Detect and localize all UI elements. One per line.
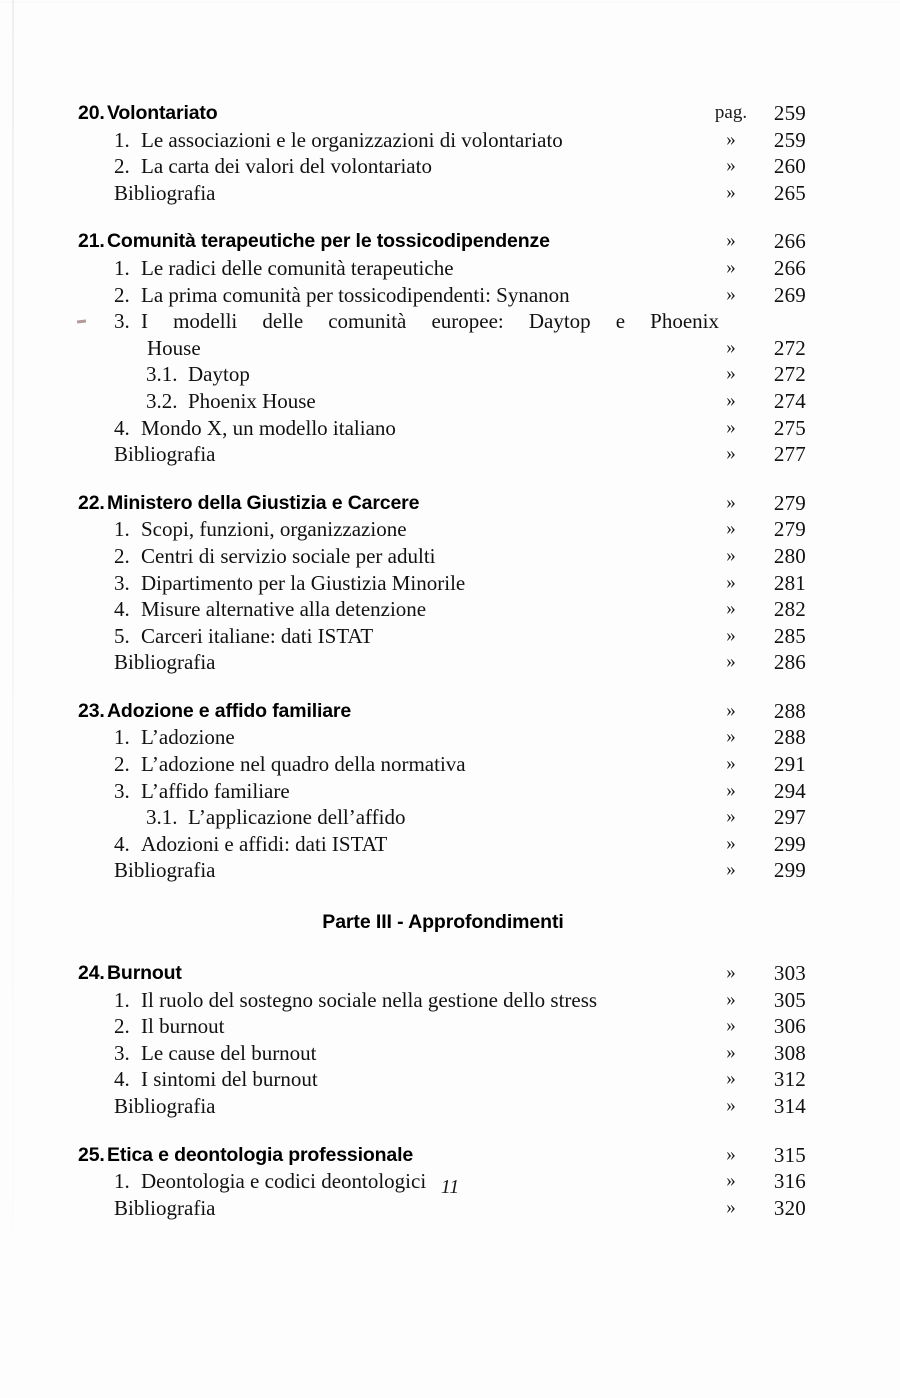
toc-subentry[interactable]: [78, 388, 808, 415]
page-number: 294: [773, 778, 806, 803]
toc-entry-wrapped[interactable]: [78, 308, 808, 361]
page-number: 286: [773, 650, 806, 675]
entry-label: [114, 127, 563, 154]
ditto-marker: »: [726, 256, 736, 278]
ditto-marker: »: [726, 155, 736, 177]
entry-label-text: Bibliografia: [114, 858, 216, 883]
entry-number: 3.: [114, 570, 130, 595]
ditto-marker: »: [726, 1095, 736, 1116]
entry-number: 1.: [114, 127, 130, 152]
page-number: 279: [773, 490, 806, 515]
page-folio: 11: [440, 1176, 460, 1198]
page-number: 297: [773, 805, 806, 830]
toc-entry[interactable]: [78, 1013, 808, 1040]
ditto-marker: »: [726, 1170, 736, 1192]
entry-number: 3.1.: [146, 362, 178, 387]
chapter-title-text: Adozione e affido familiare: [107, 699, 352, 722]
ditto-marker: »: [726, 598, 736, 620]
entry-label: [114, 282, 570, 309]
entry-label-text: Mondo X, un modello italiano: [141, 415, 396, 440]
page-number: 314: [773, 1094, 806, 1118]
ditto-marker: »: [726, 1143, 736, 1165]
toc-entry[interactable]: [78, 415, 808, 442]
toc-chapter-entry[interactable]: [78, 490, 808, 517]
entry-label: [114, 516, 407, 543]
toc-chapter-entry[interactable]: [78, 100, 808, 127]
page-number: 303: [773, 961, 806, 986]
chapter-title: [78, 490, 419, 517]
entry-label-text: Dipartimento per la Giustizia Minorile: [141, 570, 466, 595]
entry-number: 2.: [114, 1014, 130, 1039]
page-number: 275: [773, 415, 806, 440]
entry-label: [114, 570, 465, 597]
ditto-marker: »: [726, 988, 736, 1010]
entry-number: 2.: [114, 752, 130, 777]
entry-label-line-1: I modelli delle comunità europee: Daytop e Phoenix: [141, 309, 719, 334]
entry-label-text: L’adozione: [141, 725, 235, 750]
entry-label-text: Scopi, funzioni, organizzazione: [141, 517, 407, 542]
page-number: 279: [773, 517, 806, 542]
ditto-marker: »: [726, 571, 736, 593]
entry-number: 3.1.: [146, 805, 178, 830]
chapter-title: [78, 100, 218, 127]
ditto-marker: »: [726, 651, 736, 673]
page-number: 316: [773, 1169, 806, 1194]
entry-label: [114, 987, 597, 1014]
page-number: 320: [773, 1195, 806, 1220]
toc-entry[interactable]: [78, 623, 808, 650]
page-number: 259: [773, 101, 806, 125]
chapter-title-text: Volontariato: [107, 102, 218, 124]
entry-label-text: Bibliografia: [114, 650, 216, 675]
toc-bibliography-entry[interactable]: [78, 649, 808, 676]
entry-label: [114, 623, 373, 650]
toc-entry[interactable]: [78, 596, 808, 623]
page-number: 315: [773, 1142, 806, 1167]
ditto-marker: »: [726, 624, 736, 646]
entry-number: 3.: [114, 1040, 130, 1065]
toc-chapter-block: [78, 698, 808, 884]
chapter-number: 20.: [78, 102, 105, 124]
toc-entry[interactable]: [78, 724, 808, 751]
entry-number: 1.: [114, 1169, 130, 1194]
entry-label-text: Il burnout: [141, 1014, 225, 1039]
entry-label-text: L’adozione nel quadro della normativa: [141, 752, 466, 777]
toc-entry[interactable]: [78, 831, 808, 858]
ditto-marker: »: [726, 230, 736, 252]
entry-label: [114, 778, 290, 805]
entry-label-text: Phoenix House: [188, 388, 316, 413]
entry-label: [114, 181, 215, 205]
chapter-number: 22.: [78, 491, 105, 514]
entry-number: 1.: [114, 725, 130, 750]
ditto-marker: »: [726, 416, 736, 438]
ditto-marker: »: [726, 1068, 736, 1090]
toc-chapter-entry[interactable]: [78, 698, 808, 725]
toc-chapter-block: [78, 228, 808, 467]
entry-number: 4.: [114, 831, 130, 856]
entry-label: [114, 153, 432, 180]
ditto-marker: »: [726, 832, 736, 854]
entry-number: 1.: [114, 255, 130, 280]
entry-label-text: Il ruolo del sostegno sociale nella gestione dello stress: [141, 987, 598, 1012]
toc-entry[interactable]: [78, 1040, 808, 1067]
ditto-marker: »: [726, 518, 736, 540]
toc-entry[interactable]: [78, 751, 808, 778]
ditto-marker: »: [726, 128, 736, 150]
page-number: 266: [773, 229, 806, 254]
page-number: 259: [773, 127, 806, 152]
part-heading: Parte III - Approfondimenti: [322, 911, 564, 934]
page-number: 291: [773, 752, 806, 777]
page-number: 308: [773, 1040, 806, 1065]
page-number: 306: [773, 1014, 806, 1039]
toc-bibliography-entry[interactable]: [78, 441, 808, 468]
chapter-title-text: Ministero della Giustizia e Carcere: [107, 491, 420, 514]
toc-entry[interactable]: [78, 570, 808, 597]
page-number: 265: [773, 180, 806, 205]
toc-bibliography-entry[interactable]: [78, 180, 808, 207]
page-number: 277: [773, 442, 806, 467]
page-number: 299: [773, 858, 806, 883]
entry-label-text: Adozioni e affidi: dati ISTAT: [141, 831, 388, 856]
toc-chapter-entry[interactable]: [78, 1142, 808, 1169]
entry-number: 4.: [114, 415, 130, 440]
entry-label-text: L’applicazione dell’affido: [188, 805, 406, 830]
page-number: 281: [773, 570, 806, 595]
entry-number: 4.: [114, 1067, 130, 1092]
entry-label-text: Daytop: [188, 362, 250, 387]
ditto-marker: »: [726, 544, 736, 566]
toc-chapter-entry[interactable]: [78, 228, 808, 255]
chapter-number: 24.: [78, 962, 105, 985]
entry-label: [146, 361, 250, 388]
page-number: 312: [773, 1067, 806, 1092]
toc-subentry[interactable]: [78, 361, 808, 388]
chapter-title-text: Etica e deontologia professionale: [107, 1143, 414, 1166]
page-number: 266: [773, 255, 806, 280]
entry-label: [114, 650, 215, 674]
page-number: 260: [773, 154, 806, 179]
toc-entry[interactable]: [78, 778, 808, 805]
entry-label: [114, 1066, 318, 1093]
entry-label: [114, 596, 426, 623]
ditto-marker: »: [726, 859, 736, 881]
page-number: 272: [773, 335, 806, 360]
entry-number: 3.: [114, 309, 130, 334]
ditto-marker: »: [726, 389, 736, 411]
entry-label: [114, 543, 436, 570]
entry-number: 3.: [114, 778, 130, 803]
entry-number: 1.: [114, 987, 130, 1012]
entry-label: [114, 442, 215, 466]
ditto-marker: »: [726, 336, 736, 358]
chapter-title: [78, 228, 550, 255]
entry-label: [114, 724, 235, 751]
entry-number: 1.: [114, 517, 130, 542]
chapter-number: 23.: [78, 699, 105, 722]
entry-number: 5.: [114, 623, 130, 648]
entry-label-text: L’affido familiare: [141, 778, 290, 803]
entry-label: [114, 1013, 224, 1040]
toc-entry[interactable]: [78, 255, 808, 282]
entry-label-text: Le radici delle comunità terapeutiche: [141, 255, 454, 280]
entry-label-text: I sintomi del burnout: [141, 1067, 318, 1092]
ditto-marker: »: [726, 283, 736, 305]
toc-subentry[interactable]: [78, 804, 808, 831]
entry-label-text: Le cause del burnout: [141, 1040, 317, 1065]
toc-bibliography-entry[interactable]: [78, 1093, 808, 1120]
toc-bibliography-entry[interactable]: [78, 857, 808, 884]
page-number: 305: [773, 987, 806, 1012]
entry-label-line-2: House: [147, 335, 201, 360]
toc-chapter-entry[interactable]: [78, 960, 808, 987]
entry-label-text: Le associazioni e le organizzazioni di volontariato: [141, 127, 563, 152]
scan-edge-artifact-top: [0, 2, 900, 3]
page-number: 280: [773, 543, 806, 568]
entry-label-text: La prima comunità per tossicodipendenti: Synanon: [141, 282, 570, 307]
page-number: 274: [773, 388, 806, 413]
toc-chapter-block: [78, 960, 808, 1120]
chapter-title: [78, 1142, 413, 1169]
toc-entry[interactable]: [78, 1066, 808, 1093]
entry-number: 2.: [114, 154, 130, 179]
ditto-marker: »: [726, 491, 736, 513]
page-number: 288: [773, 725, 806, 750]
toc-entry[interactable]: [78, 543, 808, 570]
chapter-number: 25.: [78, 1143, 105, 1166]
ditto-marker: »: [726, 1015, 736, 1037]
entry-line-1: [78, 308, 808, 335]
ditto-marker: »: [726, 443, 736, 465]
entry-label-text: La carta dei valori del volontariato: [141, 154, 432, 179]
page-number: 269: [773, 282, 806, 307]
ditto-marker: »: [726, 726, 736, 748]
entry-label: [114, 255, 454, 282]
entry-label: [114, 831, 387, 858]
toc-chapter-block: [78, 100, 808, 206]
toc-entry[interactable]: [78, 987, 808, 1014]
toc-entry[interactable]: [78, 153, 808, 180]
toc-entry[interactable]: [78, 282, 808, 309]
chapter-title-text: Comunità terapeutiche per le tossicodipendenze: [107, 230, 550, 253]
page-number: 272: [773, 362, 806, 387]
entry-label-text: Bibliografia: [114, 180, 216, 205]
ditto-marker: »: [726, 806, 736, 828]
entry-label: [114, 1094, 215, 1118]
ditto-marker: pag.: [714, 102, 748, 123]
entry-number: 4.: [114, 597, 130, 622]
entry-label: [114, 1040, 317, 1067]
entry-label: [146, 804, 406, 831]
entry-label: [114, 858, 215, 882]
ditto-marker: »: [726, 779, 736, 801]
page-number: 288: [773, 698, 806, 723]
entry-label-text: Bibliografia: [114, 442, 216, 467]
chapter-number: 21.: [78, 230, 105, 253]
entry-label-text: Centri di servizio sociale per adulti: [141, 543, 436, 568]
entry-number: 2.: [114, 543, 130, 568]
entry-label-text: Misure alternative alla detenzione: [141, 597, 427, 622]
table-of-contents: [78, 100, 808, 1243]
entry-label: [114, 751, 466, 778]
entry-number: 3.2.: [146, 388, 178, 413]
entry-label-text: Bibliografia: [114, 1094, 216, 1118]
entry-label: [114, 1196, 215, 1220]
ditto-marker: »: [726, 181, 736, 203]
ditto-marker: »: [726, 699, 736, 721]
page-number: 285: [773, 623, 806, 648]
toc-entry[interactable]: [78, 516, 808, 543]
entry-label: [146, 388, 316, 415]
entry-label: [114, 415, 396, 442]
toc-entry[interactable]: [78, 127, 808, 154]
entry-number: 2.: [114, 282, 130, 307]
entry-label-text: Bibliografia: [114, 1195, 216, 1220]
ditto-marker: »: [726, 1196, 736, 1218]
ditto-marker: »: [726, 962, 736, 984]
entry-label-text: Deontologia e codici deontologici: [141, 1169, 427, 1194]
ditto-marker: »: [726, 1041, 736, 1063]
chapter-title: [78, 698, 351, 725]
toc-chapter-block: [78, 490, 808, 676]
chapter-title: [78, 960, 182, 987]
ditto-marker: »: [726, 363, 736, 385]
ditto-marker: »: [726, 753, 736, 775]
page-number: 299: [773, 831, 806, 856]
entry-label-text: Carceri italiane: dati ISTAT: [141, 623, 374, 648]
chapter-title-text: Burnout: [107, 962, 182, 985]
page-number: 282: [773, 597, 806, 622]
